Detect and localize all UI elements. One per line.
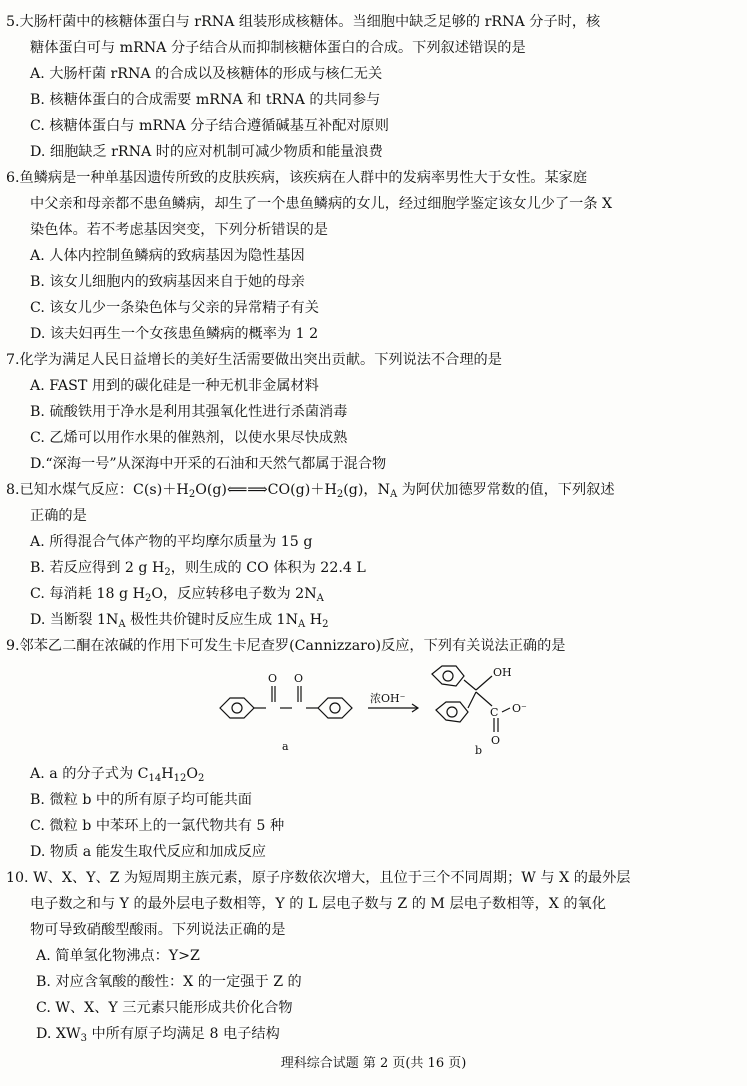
q5-option-d: D. 细胞缺乏 rRNA 时的应对机制可减少物质和能量浪费	[30, 144, 383, 160]
q5-option-a: A. 大肠杆菌 rRNA 的合成以及核糖体的形成与核仁无关	[30, 66, 383, 82]
q8-d-part: 极性共价键时反应生成 1N	[125, 612, 298, 628]
q5-stem-line1: 5.大肠杆菌中的核糖体蛋白与 rRNA 组装形成核糖体。当细胞中缺乏足够的 rRNA 分子时，核	[6, 14, 601, 30]
q8-stem-line2: 正确的是	[30, 508, 87, 524]
q8-c-part: C. 每消耗 18 g H	[30, 586, 145, 602]
oxygen-label: O	[268, 672, 278, 685]
subscript: 2	[144, 593, 152, 604]
q6-stem-line3: 染色体。若不考虑基因突变，下列分析错误的是	[30, 222, 328, 238]
q8-option-c	[30, 584, 324, 604]
q5-option-c: C. 核糖体蛋白与 mRNA 分子结合遵循碱基互补配对原则	[30, 118, 389, 134]
aromatic-circle	[447, 707, 457, 717]
q8-stem-part: (g)，N	[343, 482, 390, 498]
q9-a-part: O	[186, 766, 199, 782]
q10-option-b: B. 对应含氧酸的酸性：X 的一定强于 Z 的	[36, 974, 302, 990]
q10-d-part: D. XW	[36, 1026, 81, 1042]
benzene-ring	[432, 666, 464, 686]
q8-b-part: ，则生成的 CO 体积为 22.4 L	[170, 560, 366, 576]
q6-option-d: D. 该夫妇再生一个女孩患鱼鳞病的概率为 1 2	[30, 326, 319, 342]
reaction-diagram	[210, 662, 550, 772]
q9-option-c: C. 微粒 b 中苯环上的一氯代物共有 5 种	[30, 818, 285, 834]
subscript: 2	[188, 489, 196, 500]
q6-stem-line1: 6.鱼鳞病是一种单基因遗传所致的皮肤疾病，该疾病在人群中的发病率男性大于女性。某家庭	[6, 170, 588, 186]
subscript: A	[390, 489, 398, 500]
q7-option-c: C. 乙烯可以用作水果的催熟剂，以使水果尽快成熟	[30, 430, 348, 446]
q8-b-part: B. 若反应得到 2 g H	[30, 560, 165, 576]
q6-stem-line2: 中父亲和母亲都不患鱼鳞病，却生了一个患鱼鳞病的女儿，经过细胞学鉴定该女儿少了一条 X	[30, 196, 613, 212]
q10-option-c: C. W、X、Y 三元素只能形成共价化合物	[36, 1000, 293, 1016]
q8-option-a: A. 所得混合气体产物的平均摩尔质量为 15 g	[30, 534, 313, 550]
q7-option-a: A. FAST 用到的碳化硅是一种无机非金属材料	[30, 378, 319, 394]
benzene-ring	[220, 698, 254, 718]
q6-option-b: B. 该女儿细胞内的致病基因来自于她的母亲	[30, 274, 305, 290]
hydroxyl-label: OH	[493, 666, 512, 679]
carbon-label: C	[490, 706, 499, 719]
oxygen-label: O	[294, 672, 304, 685]
page-footer: 理科综合试题 第 2 页(共 16 页)	[280, 1056, 467, 1071]
q5-option-b: B. 核糖体蛋白的合成需要 mRNA 和 tRNA 的共同参与	[30, 92, 381, 108]
benzene-ring	[436, 702, 468, 722]
q9-stem-line1: 9.邻苯乙二酮在浓碱的作用下可发生卡尼查罗(Cannizzaro)反应，下列有关说法正确的是	[6, 638, 566, 654]
aromatic-circle	[443, 671, 453, 681]
q10-stem-line2: 电子数之和与 Y 的最外层电子数相等，Y 的 L 层电子数与 Z 的 M 层电子数相等，X 的氧化	[30, 896, 606, 912]
subscript: A	[118, 619, 126, 630]
q8-stem-line1	[6, 480, 615, 500]
q8-stem-part: 8.已知水煤气反应：C(s)＋H	[6, 482, 189, 498]
subscript: 14	[148, 773, 162, 784]
benzene-ring	[318, 698, 352, 718]
q7-stem-line1: 7.化学为满足人民日益增长的美好生活需要做出突出贡献。下列说法不合理的是	[6, 352, 502, 368]
q8-d-part: H	[305, 612, 323, 628]
q10-option-a: A. 简单氢化物沸点：Y>Z	[36, 948, 200, 964]
subscript: A	[316, 593, 324, 604]
q9-option-a	[30, 764, 204, 784]
compound-a-label: a	[282, 740, 289, 753]
q10-d-part: 中所有原子均满足 8 电子结构	[86, 1026, 280, 1042]
q9-option-d: D. 物质 a 能发生取代反应和加成反应	[30, 844, 266, 860]
subscript: 2	[164, 567, 171, 578]
subscript: 3	[80, 1033, 87, 1044]
q9-option-b: B. 微粒 b 中的所有原子均可能共面	[30, 792, 252, 808]
q8-stem-part: O(g)⟸⟹CO(g)＋H	[195, 482, 337, 498]
oxygen-label: O	[491, 734, 501, 747]
q6-option-a: A. 人体内控制鱼鳞病的致病基因为隐性基因	[30, 248, 305, 264]
q6-option-c: C. 该女儿少一条染色体与父亲的异常精子有关	[30, 300, 319, 316]
reagent-label: 浓OH⁻	[370, 692, 406, 705]
subscript: 2	[198, 773, 205, 784]
q8-option-d	[30, 610, 328, 630]
q5-stem-line2: 糖体蛋白可与 mRNA 分子结合从而抑制核糖体蛋白的合成。下列叙述错误的是	[30, 40, 526, 56]
q10-stem-line1: 10. W、X、Y、Z 为短周期主族元素，原子序数依次增大，且位于三个不同周期；W 与 X 的最外层	[6, 870, 631, 886]
subscript: A	[297, 619, 306, 630]
q8-stem-part: 为阿伏加德罗常数的值，下列叙述	[397, 482, 615, 498]
q10-option-d	[36, 1024, 280, 1044]
subscript: 12	[173, 773, 187, 784]
q7-option-b: B. 硫酸铁用于净水是利用其强氧化性进行杀菌消毒	[30, 404, 348, 420]
subscript: 2	[322, 619, 329, 630]
q9-a-part: A. a 的分子式为 C	[30, 766, 149, 782]
carboxylate-label: O⁻	[512, 702, 527, 715]
compound-b-label: b	[475, 744, 483, 757]
q8-c-part: O，反应转移电子数为 2N	[151, 586, 317, 602]
q10-stem-line3: 物可导致硝酸型酸雨。下列说法正确的是	[30, 922, 286, 938]
q7-option-d: D.“深海一号”从深海中开采的石油和天然气都属于混合物	[30, 456, 387, 472]
aromatic-circle	[330, 703, 340, 713]
q9-a-part: H	[161, 766, 174, 782]
subscript: 2	[336, 489, 344, 500]
q8-d-part: D. 当断裂 1N	[30, 612, 119, 628]
aromatic-circle	[232, 703, 242, 713]
q8-option-b	[30, 558, 366, 578]
